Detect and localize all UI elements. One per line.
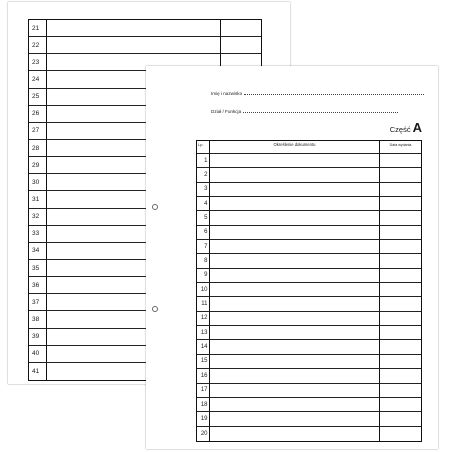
punch-hole-top: [152, 204, 158, 210]
table-row: [197, 283, 421, 297]
row-number: 16: [197, 369, 210, 382]
document-cell[interactable]: [210, 384, 380, 397]
row-number: 17: [197, 384, 210, 397]
date-cell[interactable]: [380, 326, 421, 339]
date-cell[interactable]: [380, 297, 421, 310]
document-cell[interactable]: [210, 211, 380, 224]
name-field-line: [211, 90, 424, 96]
row-number: 31: [29, 191, 47, 207]
row-number: 37: [29, 294, 47, 310]
document-cell[interactable]: [210, 369, 380, 382]
row-number: 23: [29, 54, 47, 70]
row-number: 19: [197, 412, 210, 425]
row-number: 36: [29, 277, 47, 293]
date-cell[interactable]: [380, 355, 421, 368]
document-cell[interactable]: [47, 37, 221, 53]
table-row: [197, 355, 421, 369]
document-cell[interactable]: [210, 412, 380, 425]
table-row: [197, 254, 421, 268]
date-cell[interactable]: [380, 427, 421, 441]
date-cell[interactable]: [380, 168, 421, 181]
table-row: [197, 384, 421, 398]
table-row: [197, 369, 421, 383]
document-cell[interactable]: [210, 340, 380, 353]
table-row: [197, 427, 421, 441]
row-number: 3: [197, 183, 210, 196]
row-number: 25: [29, 89, 47, 105]
row-number: 34: [29, 243, 47, 259]
date-cell[interactable]: [380, 369, 421, 382]
row-number: 41: [29, 363, 47, 380]
row-number: 15: [197, 355, 210, 368]
date-cell[interactable]: [380, 340, 421, 353]
date-cell[interactable]: [380, 384, 421, 397]
row-number: 4: [197, 197, 210, 210]
row-number: 32: [29, 209, 47, 225]
row-number: 28: [29, 140, 47, 156]
row-number: 10: [197, 283, 210, 296]
document-cell[interactable]: [210, 427, 380, 441]
date-cell[interactable]: [380, 254, 421, 267]
date-cell[interactable]: [380, 269, 421, 282]
document-cell[interactable]: [210, 240, 380, 253]
document-cell[interactable]: [210, 297, 380, 310]
document-cell[interactable]: [210, 254, 380, 267]
row-number: 21: [29, 20, 47, 36]
row-number: 18: [197, 398, 210, 411]
document-cell[interactable]: [210, 183, 380, 196]
document-cell[interactable]: [210, 312, 380, 325]
table-row: [197, 326, 421, 340]
table-row: [197, 168, 421, 182]
row-number: 8: [197, 254, 210, 267]
punch-hole-bottom: [152, 306, 158, 312]
date-cell[interactable]: [380, 197, 421, 210]
table-row: [197, 183, 421, 197]
table-row: [197, 398, 421, 412]
table-row: [197, 197, 421, 211]
header-document: Określenie dokumentu: [210, 141, 380, 153]
date-cell[interactable]: [380, 412, 421, 425]
front-sheet: [146, 66, 438, 449]
document-cell[interactable]: [210, 355, 380, 368]
document-cell[interactable]: [210, 269, 380, 282]
date-cell[interactable]: [380, 226, 421, 239]
row-number: 24: [29, 71, 47, 87]
part-label: [390, 120, 422, 135]
row-number: 26: [29, 106, 47, 122]
name-field-label: Imię i nazwisko: [211, 91, 243, 96]
row-number: 29: [29, 157, 47, 173]
row-number: 7: [197, 240, 210, 253]
row-number: 27: [29, 123, 47, 139]
table-row: [197, 340, 421, 354]
table-row: [197, 269, 421, 283]
document-cell[interactable]: [210, 197, 380, 210]
document-cell[interactable]: [210, 398, 380, 411]
row-number: 33: [29, 226, 47, 242]
row-number: 9: [197, 269, 210, 282]
header-number: Lp.: [197, 141, 210, 153]
row-number: 35: [29, 260, 47, 276]
date-cell[interactable]: [380, 398, 421, 411]
document-cell[interactable]: [210, 154, 380, 167]
row-number: 6: [197, 226, 210, 239]
document-cell[interactable]: [210, 326, 380, 339]
row-number: 30: [29, 174, 47, 190]
part-word: Część: [389, 125, 411, 134]
row-number: 11: [197, 297, 210, 310]
row-number: 5: [197, 211, 210, 224]
row-number: 12: [197, 312, 210, 325]
table-row: [197, 412, 421, 426]
date-cell[interactable]: [380, 312, 421, 325]
table-row: [197, 211, 421, 225]
table-row: [197, 154, 421, 168]
row-number: 20: [197, 427, 210, 441]
row-number: 38: [29, 311, 47, 327]
row-number: 39: [29, 329, 47, 345]
document-cell[interactable]: [210, 226, 380, 239]
date-cell[interactable]: [380, 283, 421, 296]
front-sheet-table: [196, 140, 422, 442]
table-row: [197, 312, 421, 326]
date-cell[interactable]: [221, 20, 261, 36]
document-cell[interactable]: [47, 20, 221, 36]
date-cell[interactable]: [380, 183, 421, 196]
header-date: Data wydania: [389, 143, 412, 147]
date-cell[interactable]: [221, 37, 261, 53]
document-cell[interactable]: [210, 168, 380, 181]
table-row: [29, 37, 261, 54]
table-row: [197, 297, 421, 311]
part-letter: A: [412, 120, 422, 135]
date-cell[interactable]: [380, 240, 421, 253]
date-cell[interactable]: [380, 154, 421, 167]
row-number: 13: [197, 326, 210, 339]
department-field-label: Dział / Funkcja: [211, 109, 242, 114]
department-field-dotted-line: [243, 108, 398, 113]
row-number: 14: [197, 340, 210, 353]
table-header: [197, 141, 421, 154]
table-row: [197, 240, 421, 254]
date-cell[interactable]: [380, 211, 421, 224]
row-number: 40: [29, 346, 47, 362]
name-field-dotted-line: [244, 90, 424, 95]
department-field-line: [211, 108, 398, 114]
row-number: 22: [29, 37, 47, 53]
document-cell[interactable]: [210, 283, 380, 296]
table-row: [197, 226, 421, 240]
row-number: 2: [197, 168, 210, 181]
table-row: [29, 20, 261, 37]
row-number: 1: [197, 154, 210, 167]
